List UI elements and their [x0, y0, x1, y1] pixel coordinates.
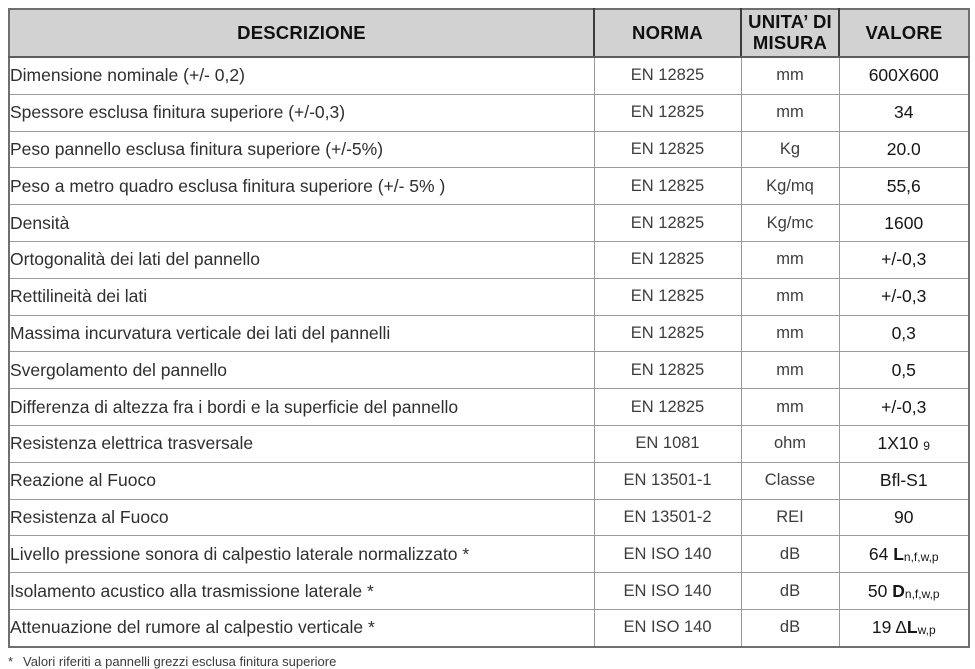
value-part: 90 [894, 506, 914, 527]
value-part: 50 [867, 580, 893, 601]
table-body [9, 57, 969, 647]
cell-descrizione: Reazione al Fuoco [9, 462, 594, 499]
cell-norma: EN 12825 [594, 94, 741, 131]
cell-valore [839, 131, 969, 168]
col-header-unita-misura: UNITA’ DI MISURA [741, 9, 839, 57]
table-row [9, 352, 969, 389]
header-row [9, 9, 969, 57]
table-row [9, 131, 969, 168]
cell-valore [839, 57, 969, 94]
cell-norma: EN ISO 140 [594, 573, 741, 610]
value-part: 64 [868, 543, 894, 564]
cell-descrizione: Massima incurvatura verticale dei lati del pannelli [9, 315, 594, 352]
cell-valore [839, 278, 969, 315]
cell-norma: EN 12825 [594, 315, 741, 352]
cell-unita-misura: mm [741, 94, 839, 131]
cell-unita-misura: mm [741, 57, 839, 94]
cell-unita-misura: Kg [741, 131, 839, 168]
table-row [9, 609, 969, 646]
footnote [8, 654, 968, 669]
value-part: 9 [923, 439, 930, 454]
table-row [9, 315, 969, 352]
value-part: 19 [871, 617, 896, 638]
cell-descrizione: Differenza di altezza fra i bordi e la superficie del pannello [9, 389, 594, 426]
cell-norma: EN 1081 [594, 425, 741, 462]
cell-norma: EN 13501-1 [594, 462, 741, 499]
cell-descrizione: Peso pannello esclusa finitura superiore (+/-5%) [9, 131, 594, 168]
table-row [9, 57, 969, 94]
cell-descrizione: Densità [9, 205, 594, 242]
table-row [9, 241, 969, 278]
cell-descrizione: Livello pressione sonora di calpestio laterale normalizzato * [9, 536, 594, 573]
cell-unita-misura: Kg/mq [741, 168, 839, 205]
cell-unita-misura: mm [741, 278, 839, 315]
col-header-norma: NORMA [594, 9, 741, 57]
cell-unita-misura: ohm [741, 425, 839, 462]
value-part: 34 [894, 102, 914, 123]
value-part: n,f,w,p [904, 586, 940, 601]
cell-descrizione: Ortogonalità dei lati del pannello [9, 241, 594, 278]
col-header-valore: VALORE [839, 9, 969, 57]
value-part: Δ [895, 617, 907, 638]
cell-valore [839, 352, 969, 389]
value-part: 55,6 [886, 175, 921, 196]
value-part: +/-0,3 [881, 249, 927, 270]
cell-descrizione: Spessore esclusa finitura superiore (+/-0,3) [9, 94, 594, 131]
table-row [9, 573, 969, 610]
cell-valore [839, 536, 969, 573]
cell-valore [839, 94, 969, 131]
cell-descrizione: Resistenza al Fuoco [9, 499, 594, 536]
cell-unita-misura: dB [741, 573, 839, 610]
footnote-text: Valori riferiti a pannelli grezzi esclusa finitura superiore [23, 653, 337, 669]
table-row [9, 536, 969, 573]
cell-descrizione: Isolamento acustico alla trasmissione laterale * [9, 573, 594, 610]
cell-valore [839, 389, 969, 426]
table-row [9, 389, 969, 426]
value-part: 1600 [884, 212, 924, 233]
table-row [9, 499, 969, 536]
cell-norma: EN 12825 [594, 205, 741, 242]
col-header-descrizione: DESCRIZIONE [9, 9, 594, 57]
table-row [9, 462, 969, 499]
value-part: D [892, 580, 905, 601]
table-row [9, 425, 969, 462]
value-part: 0,5 [891, 359, 916, 380]
value-part: 20.0 [886, 138, 921, 159]
cell-unita-misura: REI [741, 499, 839, 536]
table-row [9, 168, 969, 205]
cell-unita-misura: mm [741, 241, 839, 278]
cell-valore [839, 609, 969, 646]
table-row [9, 205, 969, 242]
cell-norma: EN 12825 [594, 352, 741, 389]
cell-unita-misura: Kg/mc [741, 205, 839, 242]
value-part: w,p [917, 623, 936, 638]
cell-norma: EN 13501-2 [594, 499, 741, 536]
cell-valore [839, 573, 969, 610]
value-part: +/-0,3 [881, 286, 927, 307]
cell-valore [839, 425, 969, 462]
cell-descrizione: Peso a metro quadro esclusa finitura superiore (+/- 5% ) [9, 168, 594, 205]
cell-valore [839, 168, 969, 205]
cell-norma: EN 12825 [594, 131, 741, 168]
cell-unita-misura: dB [741, 536, 839, 573]
table-row [9, 94, 969, 131]
cell-norma: EN 12825 [594, 168, 741, 205]
value-part: 600X600 [868, 65, 939, 86]
cell-unita-misura: mm [741, 389, 839, 426]
cell-descrizione: Dimensione nominale (+/- 0,2) [9, 57, 594, 94]
cell-unita-misura: mm [741, 352, 839, 389]
value-part: n,f,w,p [903, 549, 939, 564]
value-part: L [906, 617, 918, 638]
cell-descrizione: Attenuazione del rumore al calpestio verticale * [9, 609, 594, 646]
value-part: L [893, 543, 904, 564]
cell-norma: EN 12825 [594, 389, 741, 426]
footnote-asterisk: * [8, 653, 14, 669]
cell-valore [839, 315, 969, 352]
cell-norma: EN 12825 [594, 278, 741, 315]
table-row [9, 278, 969, 315]
value-part: Bfl-S1 [879, 470, 928, 491]
cell-unita-misura: mm [741, 315, 839, 352]
cell-unita-misura: Classe [741, 462, 839, 499]
cell-valore [839, 462, 969, 499]
cell-norma: EN 12825 [594, 57, 741, 94]
value-part: +/-0,3 [881, 396, 927, 417]
value-part: 1X10 [877, 433, 924, 454]
cell-valore [839, 241, 969, 278]
cell-descrizione: Resistenza elettrica trasversale [9, 425, 594, 462]
cell-norma: EN ISO 140 [594, 609, 741, 646]
cell-descrizione: Rettilineità dei lati [9, 278, 594, 315]
cell-norma: EN 12825 [594, 241, 741, 278]
cell-descrizione: Svergolamento del pannello [9, 352, 594, 389]
cell-valore [839, 499, 969, 536]
cell-valore [839, 205, 969, 242]
cell-unita-misura: dB [741, 609, 839, 646]
cell-norma: EN ISO 140 [594, 536, 741, 573]
specs-table [8, 8, 970, 648]
value-part: 0,3 [891, 322, 916, 343]
